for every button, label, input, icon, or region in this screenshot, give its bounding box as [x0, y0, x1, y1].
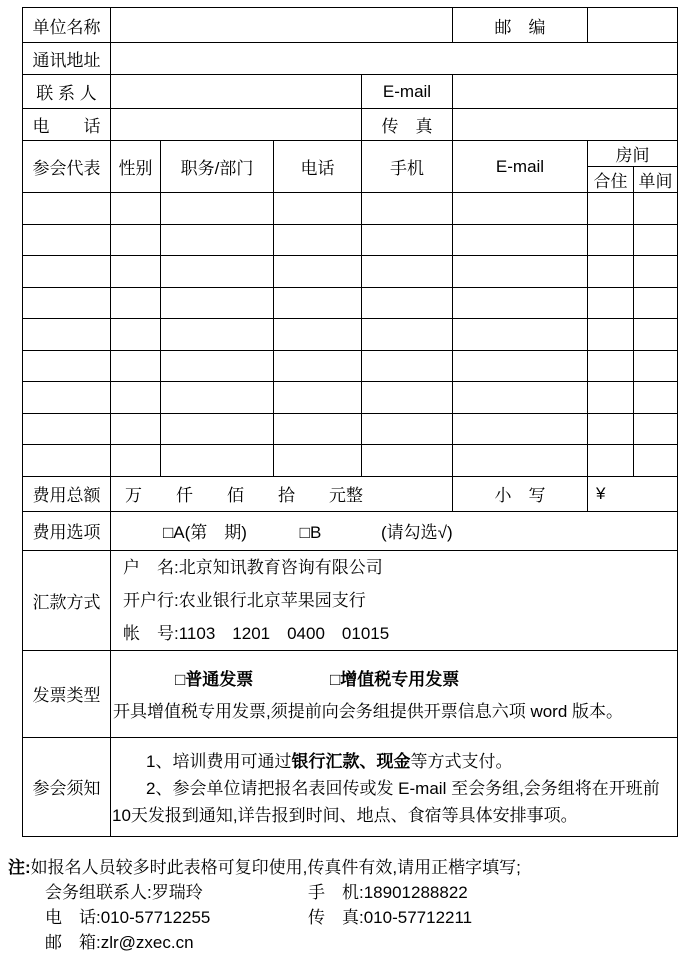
col-email: E-mail	[453, 141, 588, 193]
delegate-empty-cell[interactable]	[453, 193, 588, 225]
remittance-cell	[111, 550, 678, 650]
delegate-empty-cell[interactable]	[274, 256, 362, 288]
delegate-empty-row	[23, 256, 678, 288]
col-gender: 性别	[111, 141, 161, 193]
delegate-empty-row	[23, 413, 678, 445]
invoice-note: 开具增值税专用发票,须提前向会务组提供开票信息六项 word 版本。	[113, 701, 624, 721]
delegate-empty-cell[interactable]	[23, 193, 111, 225]
col-delegate: 参会代表	[23, 141, 111, 193]
delegate-empty-cell[interactable]	[161, 193, 274, 225]
fee-option-b-checkbox[interactable]: □B	[299, 523, 322, 542]
invoice-cell	[111, 650, 678, 737]
delegate-empty-cell[interactable]	[274, 319, 362, 351]
delegate-empty-cell[interactable]	[362, 445, 453, 477]
remittance-account-name: 户 名:北京知讯教育咨询有限公司	[123, 557, 383, 577]
delegate-empty-cell[interactable]	[111, 413, 161, 445]
delegate-empty-cell[interactable]	[588, 350, 634, 382]
delegate-header-row-1	[23, 141, 678, 167]
delegate-empty-cell[interactable]	[111, 224, 161, 256]
delegate-empty-cell[interactable]	[23, 445, 111, 477]
address-field[interactable]	[111, 43, 678, 75]
footer-contact-person: 会务组联系人:罗瑞玲	[45, 883, 203, 902]
delegate-empty-row	[23, 350, 678, 382]
delegate-empty-cell[interactable]	[634, 256, 678, 288]
delegate-empty-cell[interactable]	[588, 193, 634, 225]
delegate-empty-cell[interactable]	[161, 256, 274, 288]
invoice-general-checkbox[interactable]: □普通发票	[175, 669, 254, 689]
delegate-empty-cell[interactable]	[23, 224, 111, 256]
delegate-empty-cell[interactable]	[274, 193, 362, 225]
delegate-empty-cell[interactable]	[453, 287, 588, 319]
fee-option-row	[23, 511, 678, 550]
col-room: 房间	[588, 141, 678, 167]
col-room-single: 单间	[634, 167, 678, 193]
delegate-empty-cell[interactable]	[453, 224, 588, 256]
delegate-empty-cell[interactable]	[453, 413, 588, 445]
delegate-empty-cell[interactable]	[274, 287, 362, 319]
fee-option-hint: (请勾选√)	[381, 523, 453, 542]
delegate-empty-cell[interactable]	[161, 319, 274, 351]
postcode-field[interactable]	[588, 8, 678, 43]
delegate-empty-cell[interactable]	[634, 413, 678, 445]
footer-note-line	[8, 855, 694, 880]
delegate-empty-cell[interactable]	[588, 382, 634, 414]
delegate-empty-cell[interactable]	[161, 413, 274, 445]
delegate-empty-row	[23, 445, 678, 477]
unit-name-label: 单位名称	[23, 8, 111, 43]
contact-email-field[interactable]	[453, 75, 678, 109]
registration-form-table	[22, 7, 678, 837]
col-title: 职务/部门	[161, 141, 274, 193]
contact-label: 联 系 人	[23, 75, 111, 109]
delegate-empty-cell[interactable]	[111, 287, 161, 319]
delegate-empty-cell[interactable]	[111, 445, 161, 477]
delegate-empty-cell[interactable]	[588, 319, 634, 351]
contact-field[interactable]	[111, 75, 362, 109]
delegate-empty-cell[interactable]	[111, 193, 161, 225]
fee-total-label: 费用总额	[23, 476, 111, 511]
delegate-empty-cell[interactable]	[274, 350, 362, 382]
delegate-empty-cell[interactable]	[634, 382, 678, 414]
delegate-empty-cell[interactable]	[23, 382, 111, 414]
delegate-empty-cell[interactable]	[634, 193, 678, 225]
delegate-empty-cell[interactable]	[634, 350, 678, 382]
delegate-empty-cell[interactable]	[274, 413, 362, 445]
delegate-empty-cell[interactable]	[588, 256, 634, 288]
delegate-empty-cell[interactable]	[111, 382, 161, 414]
delegate-empty-cell[interactable]	[588, 224, 634, 256]
delegate-empty-cell[interactable]	[23, 287, 111, 319]
delegate-empty-row	[23, 193, 678, 225]
delegate-empty-cell[interactable]	[453, 445, 588, 477]
col-room-shared: 合住	[588, 167, 634, 193]
delegate-empty-cell[interactable]	[111, 319, 161, 351]
footer-email-line	[8, 930, 694, 955]
fee-option-label: 费用选项	[23, 511, 111, 550]
delegate-empty-cell[interactable]	[362, 224, 453, 256]
notice-cell	[111, 737, 678, 836]
delegate-empty-cell[interactable]	[362, 382, 453, 414]
delegate-rows	[23, 193, 678, 477]
remittance-label: 汇款方式	[23, 550, 111, 650]
fee-amount-words[interactable]: 万 仟 佰 拾 元整	[111, 476, 453, 511]
remittance-row	[23, 550, 678, 650]
col-mobile: 手机	[362, 141, 453, 193]
delegate-empty-cell[interactable]	[634, 319, 678, 351]
fee-option-a-checkbox[interactable]: □A(第 期)	[163, 523, 247, 542]
delegate-empty-cell[interactable]	[161, 445, 274, 477]
col-phone: 电话	[274, 141, 362, 193]
invoice-vat-checkbox[interactable]: □增值税专用发票	[330, 669, 460, 689]
delegate-empty-cell[interactable]	[362, 350, 453, 382]
fee-small-label: 小 写	[453, 476, 588, 511]
fee-amount-numeric[interactable]: ¥	[588, 476, 678, 511]
delegate-empty-cell[interactable]	[362, 256, 453, 288]
notice-item-2: 2、参会单位请把报名表回传或发 E-mail 至会务组,会务组将在开班前 10天发报到通知,详告报到时间、地点、食宿等具体安排事项。	[112, 779, 660, 825]
footer-email: 邮 箱:zlr@zxec.cn	[45, 933, 194, 952]
notice-item-1: 1、培训费用可通过银行汇款、现金等方式支付。	[146, 752, 513, 771]
delegate-empty-cell[interactable]	[453, 382, 588, 414]
invoice-row	[23, 650, 678, 737]
delegate-empty-cell[interactable]	[362, 413, 453, 445]
address-row	[23, 43, 678, 75]
delegate-empty-cell[interactable]	[634, 224, 678, 256]
footer-phone-line	[8, 905, 694, 930]
address-label: 通讯地址	[23, 43, 111, 75]
fee-option-cell	[111, 511, 678, 550]
delegate-empty-cell[interactable]	[161, 350, 274, 382]
phone-row	[23, 109, 678, 141]
delegate-empty-cell[interactable]	[362, 319, 453, 351]
delegate-empty-row	[23, 382, 678, 414]
unit-name-row	[23, 8, 678, 43]
footer-contact-line	[8, 880, 694, 905]
delegate-empty-cell[interactable]	[23, 256, 111, 288]
delegate-empty-row	[23, 224, 678, 256]
delegate-empty-cell[interactable]	[111, 350, 161, 382]
delegate-empty-cell[interactable]	[23, 319, 111, 351]
delegate-empty-cell[interactable]	[634, 287, 678, 319]
delegate-empty-cell[interactable]	[274, 224, 362, 256]
contact-row	[23, 75, 678, 109]
delegate-empty-cell[interactable]	[634, 445, 678, 477]
delegate-empty-cell[interactable]	[362, 287, 453, 319]
fee-total-row	[23, 476, 678, 511]
delegate-empty-cell[interactable]	[274, 445, 362, 477]
fax-field[interactable]	[453, 109, 678, 141]
footer-mobile: 手 机:18901288822	[308, 883, 468, 902]
invoice-label: 发票类型	[23, 650, 111, 737]
contact-email-label: E-mail	[362, 75, 453, 109]
delegate-empty-row	[23, 319, 678, 351]
delegate-empty-cell[interactable]	[453, 319, 588, 351]
delegate-empty-cell[interactable]	[161, 382, 274, 414]
delegate-empty-cell[interactable]	[588, 413, 634, 445]
delegate-empty-cell[interactable]	[588, 287, 634, 319]
delegate-empty-cell[interactable]	[362, 193, 453, 225]
delegate-empty-row	[23, 287, 678, 319]
delegate-empty-cell[interactable]	[111, 256, 161, 288]
phone-label: 电 话	[23, 109, 111, 141]
delegate-empty-cell[interactable]	[23, 350, 111, 382]
delegate-empty-cell[interactable]	[161, 224, 274, 256]
fax-label: 传 真	[362, 109, 453, 141]
delegate-empty-cell[interactable]	[453, 256, 588, 288]
footer-note-text: 如报名人员较多时此表格可复印使用,传真件有效,请用正楷字填写;	[30, 858, 521, 877]
footer-note-label: 注:	[8, 858, 31, 877]
phone-field[interactable]	[111, 109, 362, 141]
remittance-account-number: 帐 号:1103 1201 0400 01015	[123, 623, 390, 643]
delegate-empty-cell[interactable]	[23, 413, 111, 445]
postcode-label: 邮 编	[453, 8, 588, 43]
delegate-empty-cell[interactable]	[588, 445, 634, 477]
remittance-bank: 开户行:农业银行北京苹果园支行	[123, 590, 366, 610]
notice-row	[23, 737, 678, 836]
delegate-empty-cell[interactable]	[453, 350, 588, 382]
footer-phone: 电 话:010-57712255	[45, 908, 211, 927]
unit-name-field[interactable]	[111, 8, 453, 43]
footer-fax: 传 真:010-57712211	[308, 908, 473, 927]
notice-label: 参会须知	[23, 737, 111, 836]
delegate-empty-cell[interactable]	[161, 287, 274, 319]
footer-notes	[8, 855, 694, 955]
delegate-empty-cell[interactable]	[274, 382, 362, 414]
